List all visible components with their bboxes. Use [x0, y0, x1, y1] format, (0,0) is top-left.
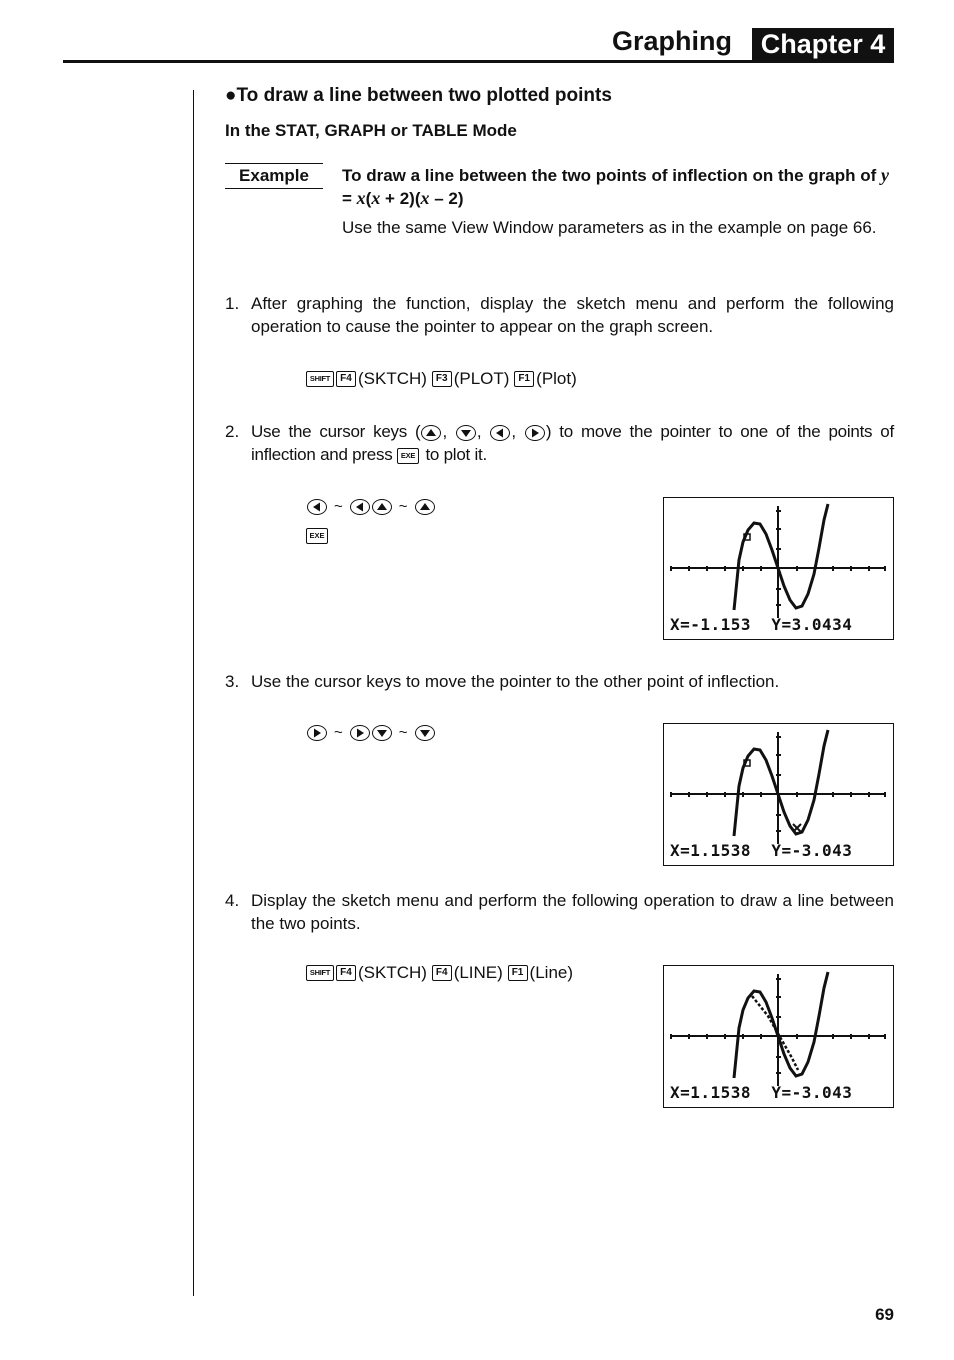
margin-rule	[193, 90, 194, 1296]
down-arrow-key-icon	[415, 725, 435, 741]
calculator-screen-3	[663, 965, 894, 1108]
step-2: 2. Use the cursor keys ( , , , ) to move the pointer to one of the points of inflection and press EXE to plot it.	[225, 422, 894, 464]
key-sequence-1: SHIFT F4 (SKTCH) F3 (PLOT) F1 (Plot)	[306, 369, 577, 389]
step-4: 4. Display the sketch menu and perform the following operation to draw a line between the two points.	[225, 891, 894, 933]
shift-key: SHIFT	[306, 965, 334, 981]
coordinate-readout: X=1.1538 Y=-3.043	[670, 1083, 853, 1102]
down-arrow-key-icon	[456, 425, 476, 441]
calculator-screen-2	[663, 723, 894, 866]
page-number: 69	[875, 1305, 894, 1324]
mode-note: In the STAT, GRAPH or TABLE Mode	[225, 121, 517, 140]
calculator-screen-1	[663, 497, 894, 640]
f4-key: F4	[432, 965, 452, 981]
example-note: Use the same View Window parameters as in the example on page 66.	[342, 218, 877, 237]
down-arrow-key-icon	[372, 725, 392, 741]
key-sequence-3: ~ ~	[306, 724, 436, 741]
coordinate-readout: X=1.1538 Y=-3.043	[670, 841, 853, 860]
bullet-icon: ●	[225, 85, 237, 106]
up-arrow-key-icon	[421, 425, 441, 441]
shift-key: SHIFT	[306, 371, 334, 387]
left-arrow-key-icon	[307, 499, 327, 515]
f3-key: F3	[432, 371, 452, 387]
f1-key: F1	[508, 965, 528, 981]
running-header-title: Graphing	[612, 26, 732, 56]
key-sequence-4: SHIFT F4 (SKTCH) F4 (LINE) F1 (Line)	[306, 963, 573, 983]
example-label: Example	[225, 163, 323, 189]
exe-key: EXE	[397, 448, 419, 464]
step-1: 1. After graphing the function, display the sketch menu and perform the following operation to cause the pointer to appear on the graph screen.	[225, 294, 894, 336]
up-arrow-key-icon	[372, 499, 392, 515]
exe-key-line	[306, 528, 330, 544]
step-3: 3. Use the cursor keys to move the pointer to the other point of inflection.	[225, 672, 780, 691]
right-arrow-key-icon	[350, 725, 370, 741]
f4-key: F4	[336, 371, 356, 387]
exe-key: EXE	[306, 528, 328, 544]
header-rule	[63, 60, 894, 63]
left-arrow-key-icon	[490, 425, 510, 441]
right-arrow-key-icon	[525, 425, 545, 441]
chapter-badge: Chapter 4	[752, 28, 894, 62]
f4-key: F4	[336, 965, 356, 981]
left-arrow-key-icon	[350, 499, 370, 515]
f1-key: F1	[514, 371, 534, 387]
right-arrow-key-icon	[307, 725, 327, 741]
key-sequence-2: ~ ~	[306, 498, 436, 515]
section-title: ●To draw a line between two plotted points	[225, 85, 612, 106]
coordinate-readout: X=-1.153 Y=3.0434	[670, 615, 853, 634]
up-arrow-key-icon	[415, 499, 435, 515]
example-text: To draw a line between the two points of inflection on the graph of y = x(x + 2)(x – 2)	[342, 165, 889, 208]
